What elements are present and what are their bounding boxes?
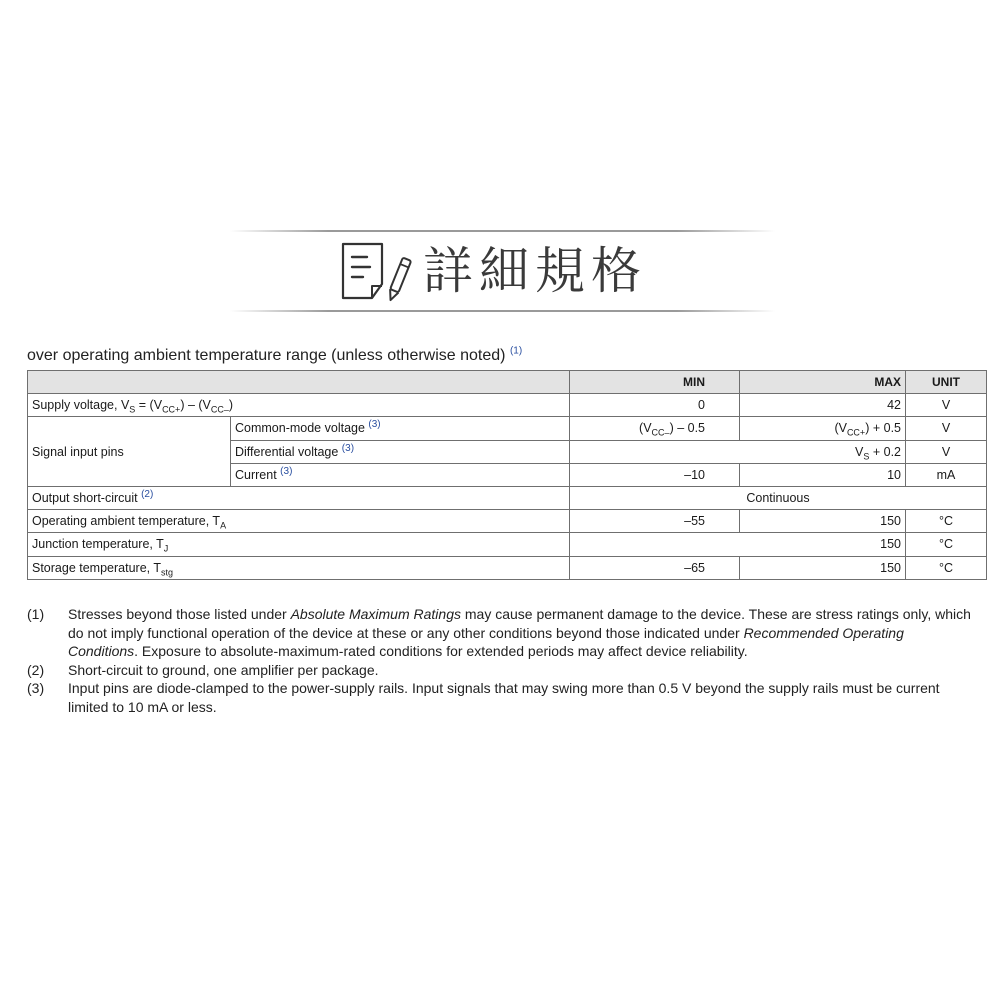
banner-title: 詳細規格 <box>423 242 647 300</box>
output-short-circuit-value: Continuous <box>570 486 987 509</box>
common-mode-voltage-label: Common-mode voltage $^{(3)}$ <box>231 417 570 440</box>
ambient-temperature-max: 150 <box>740 510 906 533</box>
table-row <box>28 486 987 509</box>
footnote-2 <box>27 661 977 680</box>
table-row <box>28 417 987 440</box>
current-unit: mA <box>906 463 987 486</box>
storage-temperature-label: Storage temperature, $T_{stg}$ <box>28 556 570 579</box>
ambient-temperature-label: Operating ambient temperature, $T_A$ <box>28 510 570 533</box>
caption-footnote-ref[interactable]: (1) <box>509 345 523 357</box>
differential-footnote-ref[interactable]: (3) <box>341 442 355 454</box>
banner-bottom-rule <box>230 310 775 312</box>
table-caption <box>27 347 522 365</box>
footnote-text: Input pins are diode-clamped to the power-supply rails. Input signals that may swing more than 0.5 V beyond the supply rails must be current limited to 10 mA or less. <box>68 680 940 715</box>
common-mode-voltage-unit: V <box>906 417 987 440</box>
table-row <box>28 394 987 417</box>
banner-top-rule <box>230 230 775 232</box>
differential-voltage-unit: V <box>906 440 987 463</box>
supply-voltage-min: 0 <box>570 394 740 417</box>
header-parameter <box>28 371 570 394</box>
table-row <box>28 533 987 556</box>
ambient-temperature-unit: °C <box>906 510 987 533</box>
storage-temperature-unit: °C <box>906 556 987 579</box>
common-mode-footnote-ref[interactable]: (3) <box>368 419 381 431</box>
storage-temperature-max: 150 <box>740 556 906 579</box>
current-min: –10 <box>570 463 740 486</box>
table-row <box>28 556 987 579</box>
storage-temperature-min: –65 <box>570 556 740 579</box>
current-label: Current $^{(3)}$ <box>231 463 570 486</box>
ambient-temperature-min: –55 <box>570 510 740 533</box>
common-mode-voltage-min: $(V_{CC-}) - 0.5$ <box>570 417 740 440</box>
footnote-text: Short-circuit to ground, one amplifier per package. <box>68 661 379 678</box>
document-pen-icon <box>340 240 412 304</box>
caption-text: over operating ambient temperature range (unless otherwise noted) <box>27 347 506 364</box>
header-max: MAX <box>740 371 906 394</box>
current-footnote-ref[interactable]: (3) <box>280 465 293 477</box>
supply-voltage-label: Supply voltage, $V_S = (V_{CC+}) - (V_{CC-})$ <box>28 394 570 417</box>
spec-banner <box>230 228 775 314</box>
footnote-1 <box>27 605 977 661</box>
common-mode-voltage-max: $(V_{CC+}) + 0.5$ <box>740 417 906 440</box>
table-header-row <box>28 371 987 394</box>
footnote-text: Stresses beyond those listed under Absolute Maximum Ratings may cause permanent damage to the device. These are stress ratings only, which do not imply functional operation of the device at these or any other conditions beyond those indicated under Recommended Operating Conditions. Exposure to absolute-maximum-rated conditions for extended periods may affect device reliability. <box>68 606 971 659</box>
supply-voltage-max: 42 <box>740 394 906 417</box>
footnote-number: (3) <box>27 680 45 696</box>
differential-voltage-label: Differential voltage $^{(3)}$ <box>231 440 570 463</box>
absolute-max-ratings-table <box>27 370 987 580</box>
differential-voltage-max: $V_S + 0.2$ <box>570 440 906 463</box>
header-unit: UNIT <box>906 371 987 394</box>
signal-input-pins-label: Signal input pins <box>28 417 231 487</box>
current-max: 10 <box>740 463 906 486</box>
junction-temperature-unit: °C <box>906 533 987 556</box>
footnote-number: (1) <box>27 606 45 622</box>
footnote-3 <box>27 679 977 716</box>
output-short-circuit-label: Output short-circuit $^{(2)}$ <box>28 486 570 509</box>
short-circuit-footnote-ref[interactable]: (2) <box>141 488 154 500</box>
header-min: MIN <box>570 371 740 394</box>
footnotes <box>27 605 977 716</box>
footnote-number: (2) <box>27 661 45 678</box>
supply-voltage-unit: V <box>906 394 987 417</box>
table-row <box>28 510 987 533</box>
junction-temperature-label: Junction temperature, $T_J$ <box>28 533 570 556</box>
junction-temperature-max: 150 <box>570 533 906 556</box>
